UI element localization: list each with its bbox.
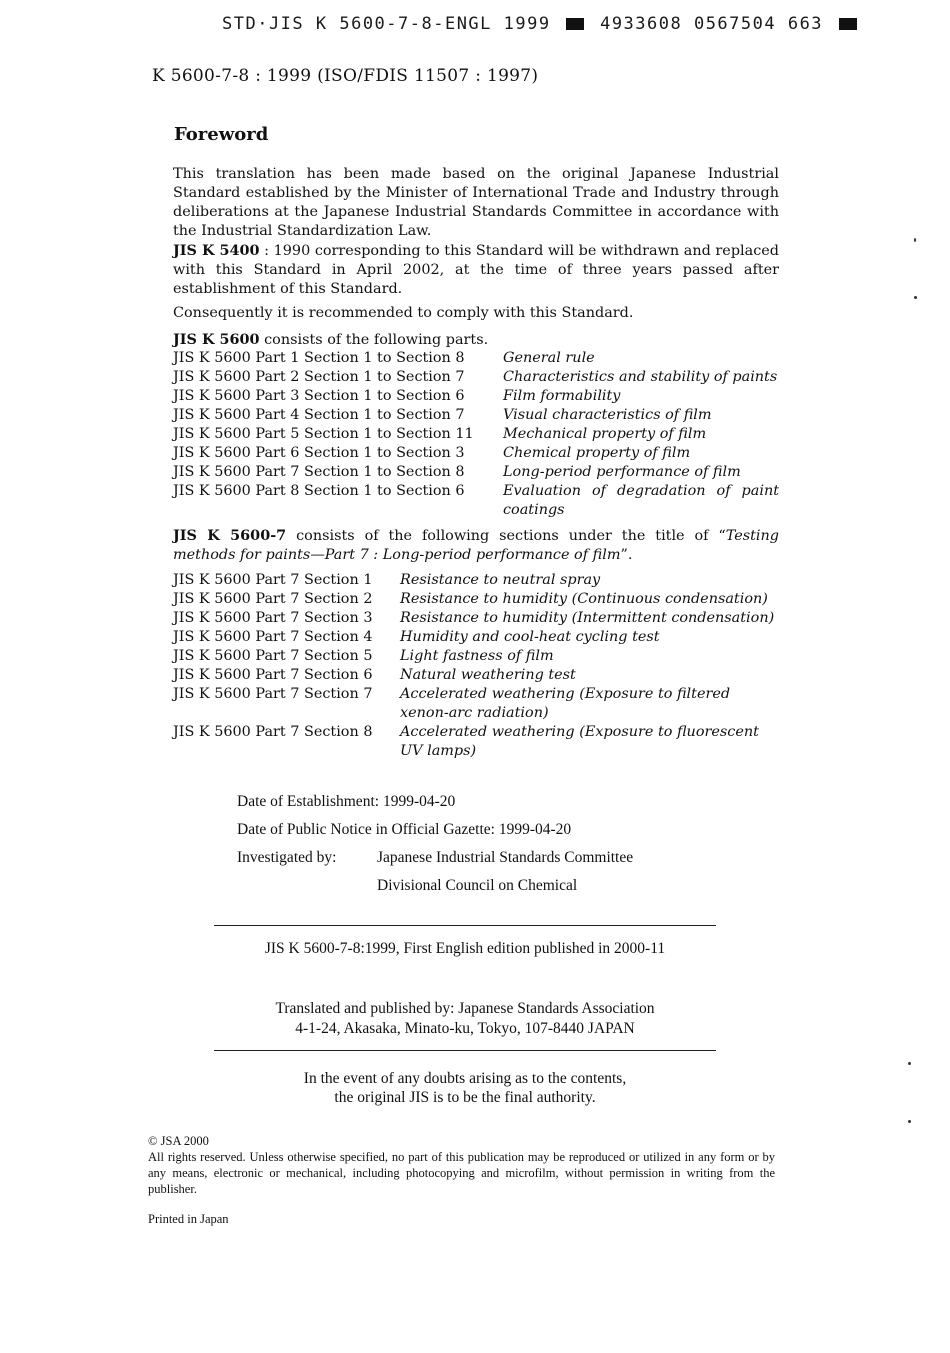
list-item xyxy=(173,349,595,368)
list-item xyxy=(173,647,554,666)
part-ref: JIS K 5600 Part 7 Section 1 to Section 8 xyxy=(173,464,465,480)
section-title: Light fastness of film xyxy=(400,648,554,664)
investigated-label: Investigated by: xyxy=(237,849,337,866)
printed-in: Printed in Japan xyxy=(148,1212,229,1226)
section-ref: JIS K 5600 Part 7 Section 3 xyxy=(173,610,373,626)
list-item xyxy=(173,609,775,628)
section-title: Natural weathering test xyxy=(400,667,576,683)
part-ref: JIS K 5600 Part 4 Section 1 to Section 7 xyxy=(173,407,465,423)
establishment-label: Date of Establishment: xyxy=(237,793,380,810)
foreword-paragraph-3: Consequently it is recommended to comply with this Standard. xyxy=(173,305,634,321)
list-item xyxy=(173,482,779,518)
investigated-line-1: Japanese Industrial Standards Committee xyxy=(377,849,634,866)
part-title: Evaluation of degradation of paint coatings xyxy=(503,483,779,518)
foreword-paragraph-2 xyxy=(173,241,779,299)
jis-k5600-7-ref: JIS K 5600-7 xyxy=(173,527,287,544)
publisher-line-1: Translated and published by: Japanese Standards Association xyxy=(275,1000,655,1017)
section-ref: JIS K 5600 Part 7 Section 1 xyxy=(173,572,373,588)
divider xyxy=(214,1050,716,1051)
scan-speck xyxy=(914,238,916,242)
establishment-value: 1999-04-20 xyxy=(382,793,456,810)
copyright-line: © JSA 2000 xyxy=(148,1134,209,1148)
parts-intro xyxy=(173,330,779,350)
part-title: Chemical property of film xyxy=(503,445,691,461)
sections-intro xyxy=(173,526,779,565)
authority-line-2: the original JIS is to be the final authority. xyxy=(334,1089,596,1106)
part-title: Long-period performance of film xyxy=(503,464,741,480)
part-title: Characteristics and stability of paints xyxy=(503,369,778,385)
part-ref: JIS K 5600 Part 3 Section 1 to Section 6 xyxy=(173,388,465,404)
list-item xyxy=(173,571,601,590)
section-title: Resistance to humidity (Intermittent condensation) xyxy=(400,610,775,626)
list-item xyxy=(173,628,660,647)
section-title: Resistance to humidity (Continuous condensation) xyxy=(400,591,768,607)
scan-speck xyxy=(914,296,917,299)
header-code-left: STD·JIS K 5600-7-8-ENGL 1999 xyxy=(222,14,551,34)
barcode-block-icon xyxy=(839,18,857,30)
section-title: Accelerated weathering (Exposure to fluorescent UV lamps) xyxy=(400,724,759,759)
jis-k5600-ref: JIS K 5600 xyxy=(173,331,260,348)
notice-value: 1999-04-20 xyxy=(498,821,572,838)
part-title: Film formability xyxy=(503,388,621,404)
part-ref: JIS K 5600 Part 6 Section 1 to Section 3 xyxy=(173,445,465,461)
scan-speck xyxy=(908,1120,911,1123)
part-ref: JIS K 5600 Part 2 Section 1 to Section 7 xyxy=(173,369,465,385)
list-item xyxy=(173,723,759,759)
sections-intro-text: consists of the following sections under the title of “ xyxy=(286,528,726,544)
paragraph-2-text: : 1990 corresponding to this Standard will be withdrawn and replaced with this Standard in April 2002, at the time of three years passed after establishment of this Standard. xyxy=(173,243,780,297)
section-ref: JIS K 5600 Part 7 Section 7 xyxy=(173,686,373,702)
list-item xyxy=(173,444,691,463)
list-item xyxy=(173,406,712,425)
section-ref: JIS K 5600 Part 7 Section 4 xyxy=(173,629,373,645)
part-ref: JIS K 5600 Part 8 Section 1 to Section 6 xyxy=(173,483,465,499)
section-title: Accelerated weathering (Exposure to filtered xenon-arc radiation) xyxy=(400,686,731,721)
section-ref: JIS K 5600 Part 7 Section 6 xyxy=(173,667,373,683)
notice-label: Date of Public Notice in Official Gazette: xyxy=(237,821,495,838)
standard-id: K 5600-7-8 : 1999 (ISO/FDIS 11507 : 1997) xyxy=(152,66,539,86)
section-ref: JIS K 5600 Part 7 Section 8 xyxy=(173,724,373,740)
list-item xyxy=(173,425,707,444)
scan-speck xyxy=(908,1062,911,1065)
divider xyxy=(214,925,716,926)
foreword-paragraph-1: This translation has been made based on the original Japanese Industrial Standard established by the Minister of International Trade and Industry through deliberations at the Japanese Industrial Standards Committee in accordance with the Industrial Standardization Law. xyxy=(173,166,779,239)
parts-intro-text: consists of the following parts. xyxy=(259,332,489,348)
section-ref: JIS K 5600 Part 7 Section 2 xyxy=(173,591,373,607)
barcode-block-icon xyxy=(566,18,584,30)
part-title: Visual characteristics of film xyxy=(503,407,712,423)
scan-header xyxy=(222,14,861,34)
sections-intro-title: Testing methods for paints—Part 7 : Long-period performance of film xyxy=(173,528,780,563)
part-title: General rule xyxy=(503,350,595,366)
list-item xyxy=(173,368,778,387)
publisher-line-2: 4-1-24, Akasaka, Minato-ku, Tokyo, 107-8440 JAPAN xyxy=(295,1020,635,1037)
list-item xyxy=(173,463,741,482)
edition-note: JIS K 5600-7-8:1999, First English edition published in 2000-11 xyxy=(264,940,666,957)
authority-line-1: In the event of any doubts arising as to the contents, xyxy=(303,1070,627,1087)
list-item xyxy=(173,685,731,721)
foreword-title: Foreword xyxy=(174,124,269,145)
header-code-right: 4933608 0567504 663 xyxy=(600,14,824,34)
list-item xyxy=(173,666,576,685)
list-item xyxy=(173,387,621,406)
investigated-line-2: Divisional Council on Chemical xyxy=(377,877,578,894)
establishment-date xyxy=(237,793,455,811)
part-ref: JIS K 5600 Part 5 Section 1 to Section 11 xyxy=(173,426,474,442)
section-title: Resistance to neutral spray xyxy=(400,572,601,588)
jis-k5400-ref: JIS K 5400 xyxy=(173,242,260,259)
part-ref: JIS K 5600 Part 1 Section 1 to Section 8 xyxy=(173,350,465,366)
copyright-text: All rights reserved. Unless otherwise specified, no part of this publication may be reproduced or utilized in any form or by any means, electronic or mechanical, including photocopying and microfilm, without permission in writing from the publisher. xyxy=(148,1150,775,1196)
part-title: Mechanical property of film xyxy=(503,426,707,442)
sections-intro-end: ”. xyxy=(620,547,633,563)
section-title: Humidity and cool-heat cycling test xyxy=(400,629,660,645)
section-ref: JIS K 5600 Part 7 Section 5 xyxy=(173,648,373,664)
public-notice-date xyxy=(237,821,571,839)
list-item xyxy=(173,590,768,609)
